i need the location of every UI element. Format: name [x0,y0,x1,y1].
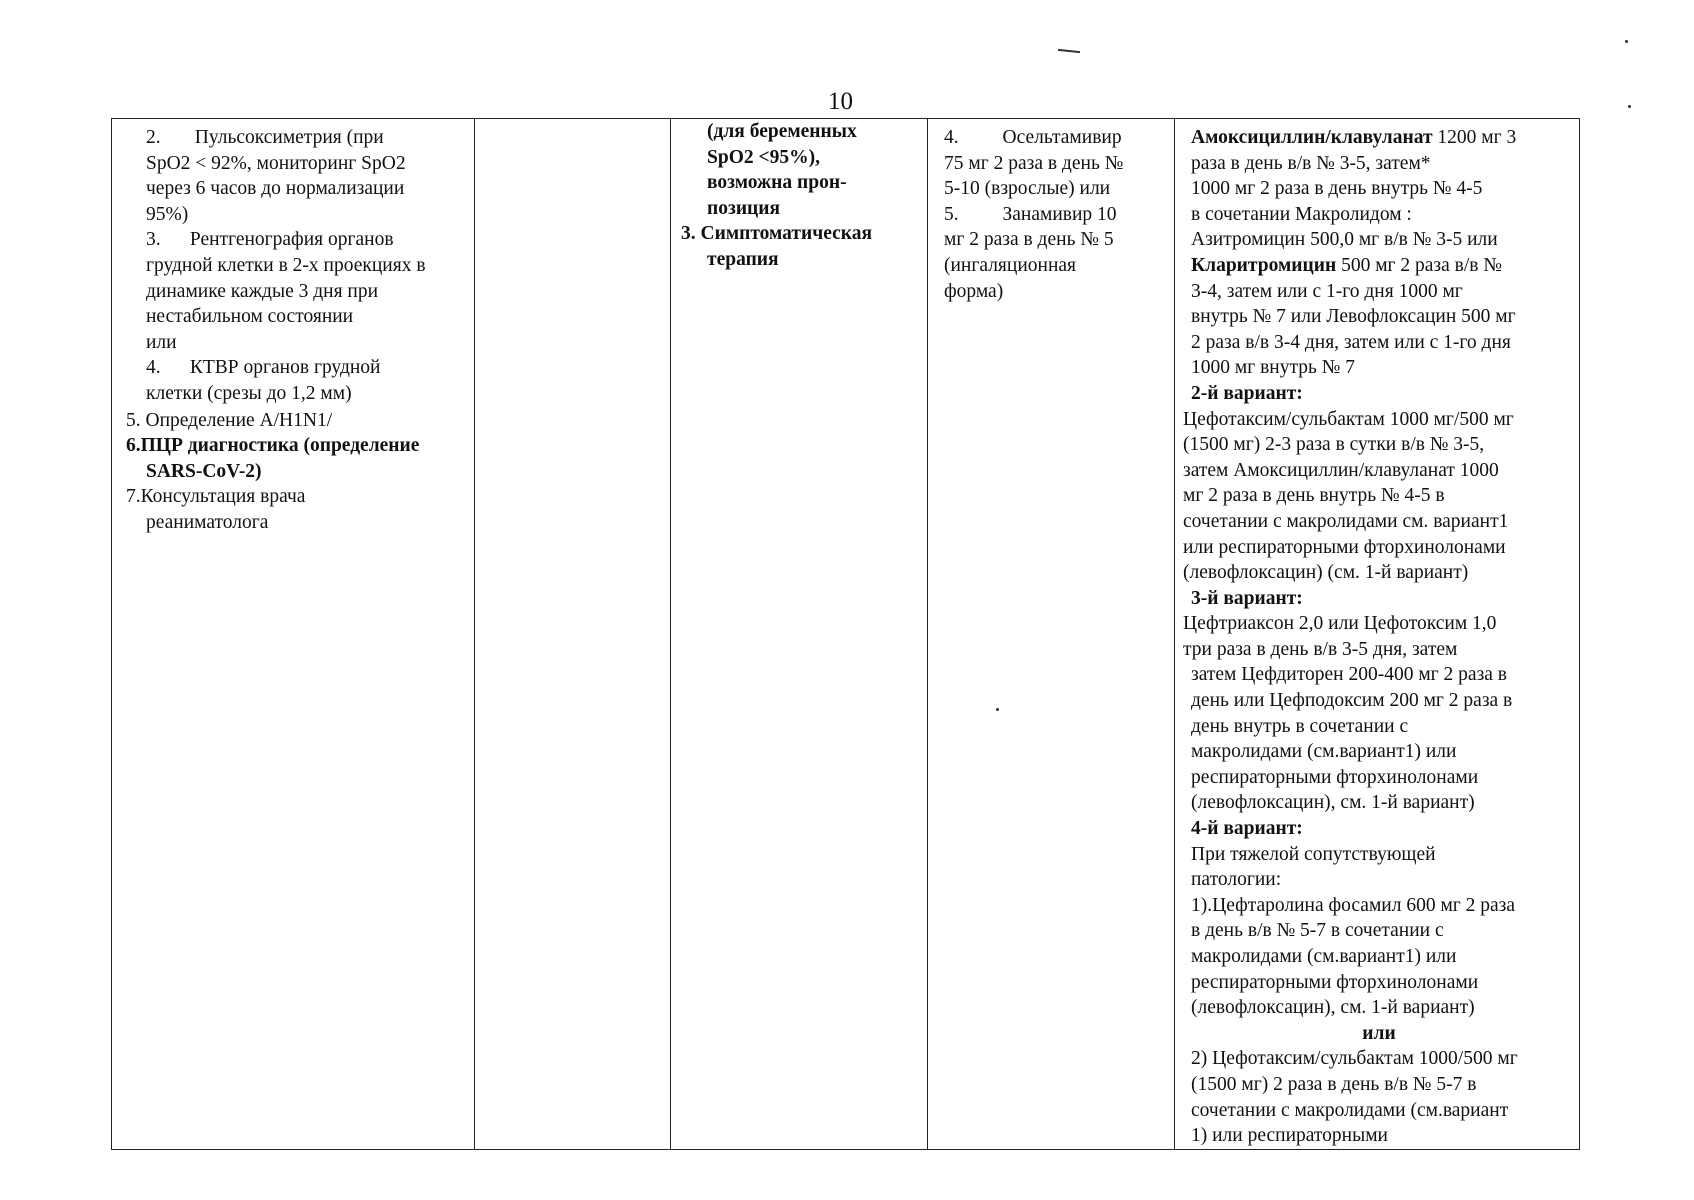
text-line: Цефотаксим/сульбактам 1000 мг/500 мг [1183,408,1514,430]
text-line: Азитромицин 500,0 мг в/в № 3-5 или [1191,229,1498,251]
text-line: (левофлоксацин), см. 1-й вариант) [1191,997,1475,1019]
text-line: 3-4, затем или с 1-го дня 1000 мг [1191,280,1463,302]
text-line: 2. Пульсоксиметрия (при [146,127,384,148]
text-line-bold: SpO2 <95%), [707,146,820,168]
drug-name-bold: Кларитромицин [1191,254,1337,276]
text-line-bold: 3. Симптоматическая [681,223,873,245]
scan-speck [1628,105,1631,108]
text-line: реаниматолога [146,511,269,533]
text-line: 1000 мг внутрь № 7 [1191,357,1355,379]
text-line: (левофлоксацин) (см. 1-й вариант) [1183,562,1469,584]
empty-cell [475,119,671,1150]
text-line-bold: (для беременных [707,121,857,142]
scan-speck [1625,40,1628,43]
text-line: 95%) [146,203,189,225]
text-line: патологии: [1191,869,1282,891]
text-line-bold: терапия [707,248,779,270]
text-line: 2 раза в/в 3-4 дня, затем или с 1-го дня [1191,331,1511,353]
text-line: респираторными фторхинолонами [1191,766,1479,788]
antibiotic-cell [1175,119,1580,1150]
text-line: внутрь № 7 или Левофлоксацин 500 мг [1191,306,1516,328]
text-line: день или Цефподоксим 200 мг 2 раза в [1191,690,1513,712]
text-line: нестабильном состоянии [146,306,354,328]
or-separator: или [1362,1022,1396,1044]
page-number: 10 [828,88,853,115]
text-line: клетки (срезы до 1,2 мм) [146,382,352,404]
text-line: сочетании с макролидами см. вариант1 [1183,510,1509,532]
text-line: форма) [944,280,1004,302]
text-line: через 6 часов до нормализации [146,178,405,200]
text-line-bold: 6.ПЦР диагностика (определение [126,435,420,457]
text-line: или [146,331,177,353]
text-line: 75 мг 2 раза в день № [944,152,1124,174]
table-row [112,119,1580,1150]
treatment-table [111,118,1580,1150]
text-line: 4. Осельтамивир [944,127,1122,148]
text-line-bold: возможна прон- [707,172,847,194]
text-span: 1200 мг 3 [1432,127,1517,148]
text-line: (ингаляционная [944,254,1077,276]
text-span: 500 мг 2 раза в/в № [1336,254,1502,276]
scan-mark [1058,49,1080,53]
text-line: динамике каждые 3 дня при [146,280,379,302]
antiviral-list [928,119,1174,304]
text-line: 1) или респираторными [1191,1125,1388,1147]
text-line [1183,253,1575,279]
text-line: в сочетании Макролидом : [1191,203,1412,225]
text-line: сочетании с макролидами (см.вариант [1191,1099,1509,1121]
text-line: 7.Консультация врача [126,486,306,508]
text-line: 3. Рентгенография органов [146,229,394,251]
text-line: 5. Определение А/H1N1/ [126,409,333,431]
text-line: 4. КТВР органов грудной [146,357,381,379]
text-line: мг 2 раза в день внутрь № 4-5 в [1183,485,1445,507]
text-line: день внутрь в сочетании с [1191,715,1409,737]
text-line: макролидами (см.вариант1) или [1191,946,1457,967]
text-line-bold: позиция [707,197,781,219]
text-line: При тяжелой сопутствующей [1191,843,1436,865]
text-line: мг 2 раза в день № 5 [944,229,1114,251]
text-line: (1500 мг) 2 раза в день в/в № 5-7 в [1191,1073,1477,1095]
text-line: Цефтриаксон 2,0 или Цефотоксим 1,0 [1183,613,1497,635]
text-line: 1).Цефтаролина фосамил 600 мг 2 раза [1191,894,1516,916]
text-line: SpO2 < 92%, мониторинг SpO2 [146,152,406,174]
diagnostics-list [112,119,474,536]
text-line: респираторными фторхинолонами [1191,971,1479,993]
text-line: затем Цефдиторен 200-400 мг 2 раза в [1191,664,1508,686]
text-line-bold: SARS-CoV-2) [146,460,262,482]
text-line: макролидами (см.вариант1) или [1191,741,1457,763]
text-line: (левофлоксацин), см. 1-й вариант) [1191,792,1475,814]
diagnostics-cell [112,119,475,1150]
text-line: (1500 мг) 2-3 раза в сутки в/в № 3-5, [1183,434,1485,456]
text-line: три раза в день в/в 3-5 дня, затем [1183,638,1458,660]
text-line: раза в день в/в № 3-5, затем* [1191,152,1431,174]
variant-heading: 2-й вариант: [1191,382,1303,404]
text-line: или респираторными фторхинолонами [1183,536,1506,558]
text-line: 5. Занамивир 10 [944,203,1117,225]
variant-heading: 4-й вариант: [1191,818,1303,840]
variant-heading: 3-й вариант: [1191,587,1303,609]
text-line: грудной клетки в 2-х проекциях в [146,254,426,276]
text-line: в день в/в № 5-7 в сочетании с [1191,920,1444,942]
text-line: затем Амоксициллин/клавуланат 1000 [1183,459,1499,481]
text-line: 1000 мг 2 раза в день внутрь № 4-5 [1191,178,1483,200]
therapy-cell [671,119,928,1150]
therapy-list [671,119,927,273]
antiviral-cell [928,119,1175,1150]
text-line: 2) Цефотаксим/сульбактам 1000/500 мг [1191,1048,1518,1070]
drug-name-bold: Амоксициллин/клавуланат [1191,127,1433,148]
text-line: 5-10 (взрослые) или [944,178,1111,200]
antibiotic-list [1175,119,1579,1149]
text-line [1183,125,1575,151]
